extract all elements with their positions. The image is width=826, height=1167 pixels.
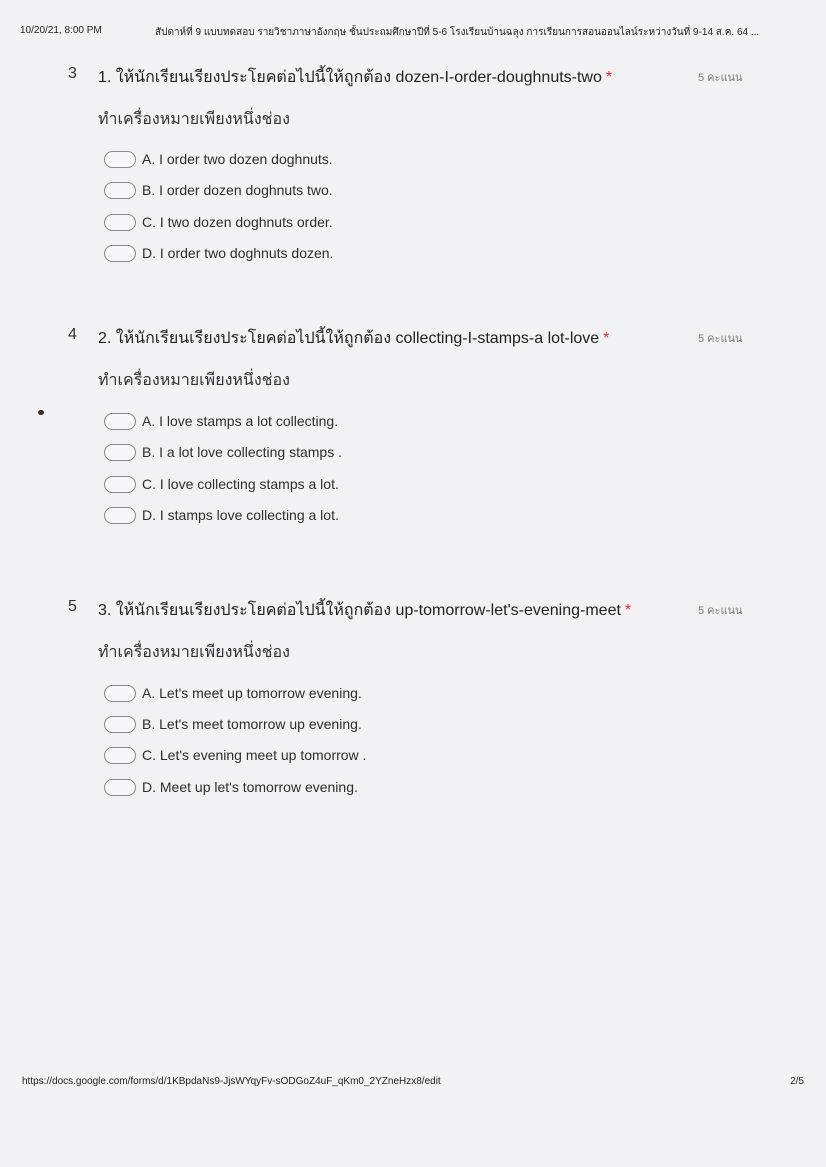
required-asterisk: *: [624, 602, 632, 619]
radio-icon[interactable]: [104, 182, 136, 199]
question-points: 5 คะแนน: [698, 72, 743, 84]
radio-icon[interactable]: [104, 214, 136, 231]
print-header: [20, 25, 806, 41]
radio-icon[interactable]: [104, 476, 136, 493]
option-label: C. I love collecting stamps a lot.: [142, 476, 339, 492]
option-1a[interactable]: [104, 149, 333, 169]
question-instruction: ทำเครื่องหมายเพียงหนึ่งช่อง: [98, 644, 290, 661]
question-points: 5 คะแนน: [698, 605, 743, 617]
question-text: [98, 65, 612, 90]
question-points: 5 คะแนน: [698, 333, 743, 345]
option-3d[interactable]: [104, 777, 358, 797]
question-text: [98, 326, 609, 351]
radio-icon[interactable]: [104, 151, 136, 168]
option-label: D. I order two doghnuts dozen.: [142, 245, 334, 261]
option-3b[interactable]: [104, 714, 362, 734]
option-label: D. Meet up let's tomorrow evening.: [142, 779, 358, 795]
option-2d[interactable]: [104, 505, 339, 525]
option-label: D. I stamps love collecting a lot.: [142, 507, 339, 523]
question-text-body: 1. ให้นักเรียนเรียงประโยคต่อไปนี้ให้ถูกต้อง dozen-I-order-doughnuts-two: [98, 69, 602, 86]
radio-icon[interactable]: [104, 747, 136, 764]
option-label: B. I a lot love collecting stamps .: [142, 444, 342, 460]
page-url: https://docs.google.com/forms/d/1KBpdaNs9-JjsWYqyFv-sODGoZ4uF_qKm0_2YZneHzx8/edit: [22, 1076, 441, 1087]
radio-icon[interactable]: [104, 507, 136, 524]
option-label: B. I order dozen doghnuts two.: [142, 182, 333, 198]
form-title: สัปดาห์ที่ 9 แบบทดสอบ รายวิชาภาษาอังกฤษ ชั้นประถมศึกษาปีที่ 5-6 โรงเรียนบ้านฉลุง การเรียนการสอนออนไลน์ระหว่างวันที่ 9-14 ส.ค. 64 ...: [155, 27, 760, 38]
radio-icon[interactable]: [104, 685, 136, 702]
option-label: B. Let's meet tomorrow up evening.: [142, 716, 362, 732]
question-number: 3: [68, 65, 77, 82]
question-instruction: ทำเครื่องหมายเพียงหนึ่งช่อง: [98, 111, 290, 128]
radio-icon[interactable]: [104, 716, 136, 733]
radio-icon[interactable]: [104, 779, 136, 796]
scan-speck: [38, 410, 44, 415]
question-instruction: ทำเครื่องหมายเพียงหนึ่งช่อง: [98, 372, 290, 389]
option-label: C. Let's evening meet up tomorrow .: [142, 747, 367, 763]
option-1b[interactable]: [104, 180, 333, 200]
option-label: A. I order two dozen doghnuts.: [142, 151, 333, 167]
option-3a[interactable]: [104, 683, 362, 703]
question-number: 4: [68, 326, 77, 343]
required-asterisk: *: [605, 69, 613, 86]
print-date: 10/20/21, 8:00 PM: [20, 25, 102, 36]
radio-icon[interactable]: [104, 444, 136, 461]
option-1c[interactable]: [104, 212, 333, 232]
option-2c[interactable]: [104, 474, 339, 494]
option-label: A. I love stamps a lot collecting.: [142, 413, 339, 429]
radio-icon[interactable]: [104, 413, 136, 430]
option-2b[interactable]: [104, 442, 342, 462]
option-2a[interactable]: [104, 411, 338, 431]
option-label: C. I two dozen doghnuts order.: [142, 214, 333, 230]
page-number: 2/5: [790, 1076, 804, 1087]
option-label: A. Let's meet up tomorrow evening.: [142, 685, 362, 701]
question-text-body: 3. ให้นักเรียนเรียงประโยคต่อไปนี้ให้ถูกต้อง up-tomorrow-let's-evening-meet: [98, 602, 621, 619]
option-1d[interactable]: [104, 243, 333, 263]
radio-icon[interactable]: [104, 245, 136, 262]
question-number: 5: [68, 598, 77, 615]
question-text-body: 2. ให้นักเรียนเรียงประโยคต่อไปนี้ให้ถูกต้อง collecting-I-stamps-a lot-love: [98, 330, 600, 347]
required-asterisk: *: [603, 330, 610, 347]
question-text: [98, 598, 631, 623]
option-3c[interactable]: [104, 745, 366, 765]
